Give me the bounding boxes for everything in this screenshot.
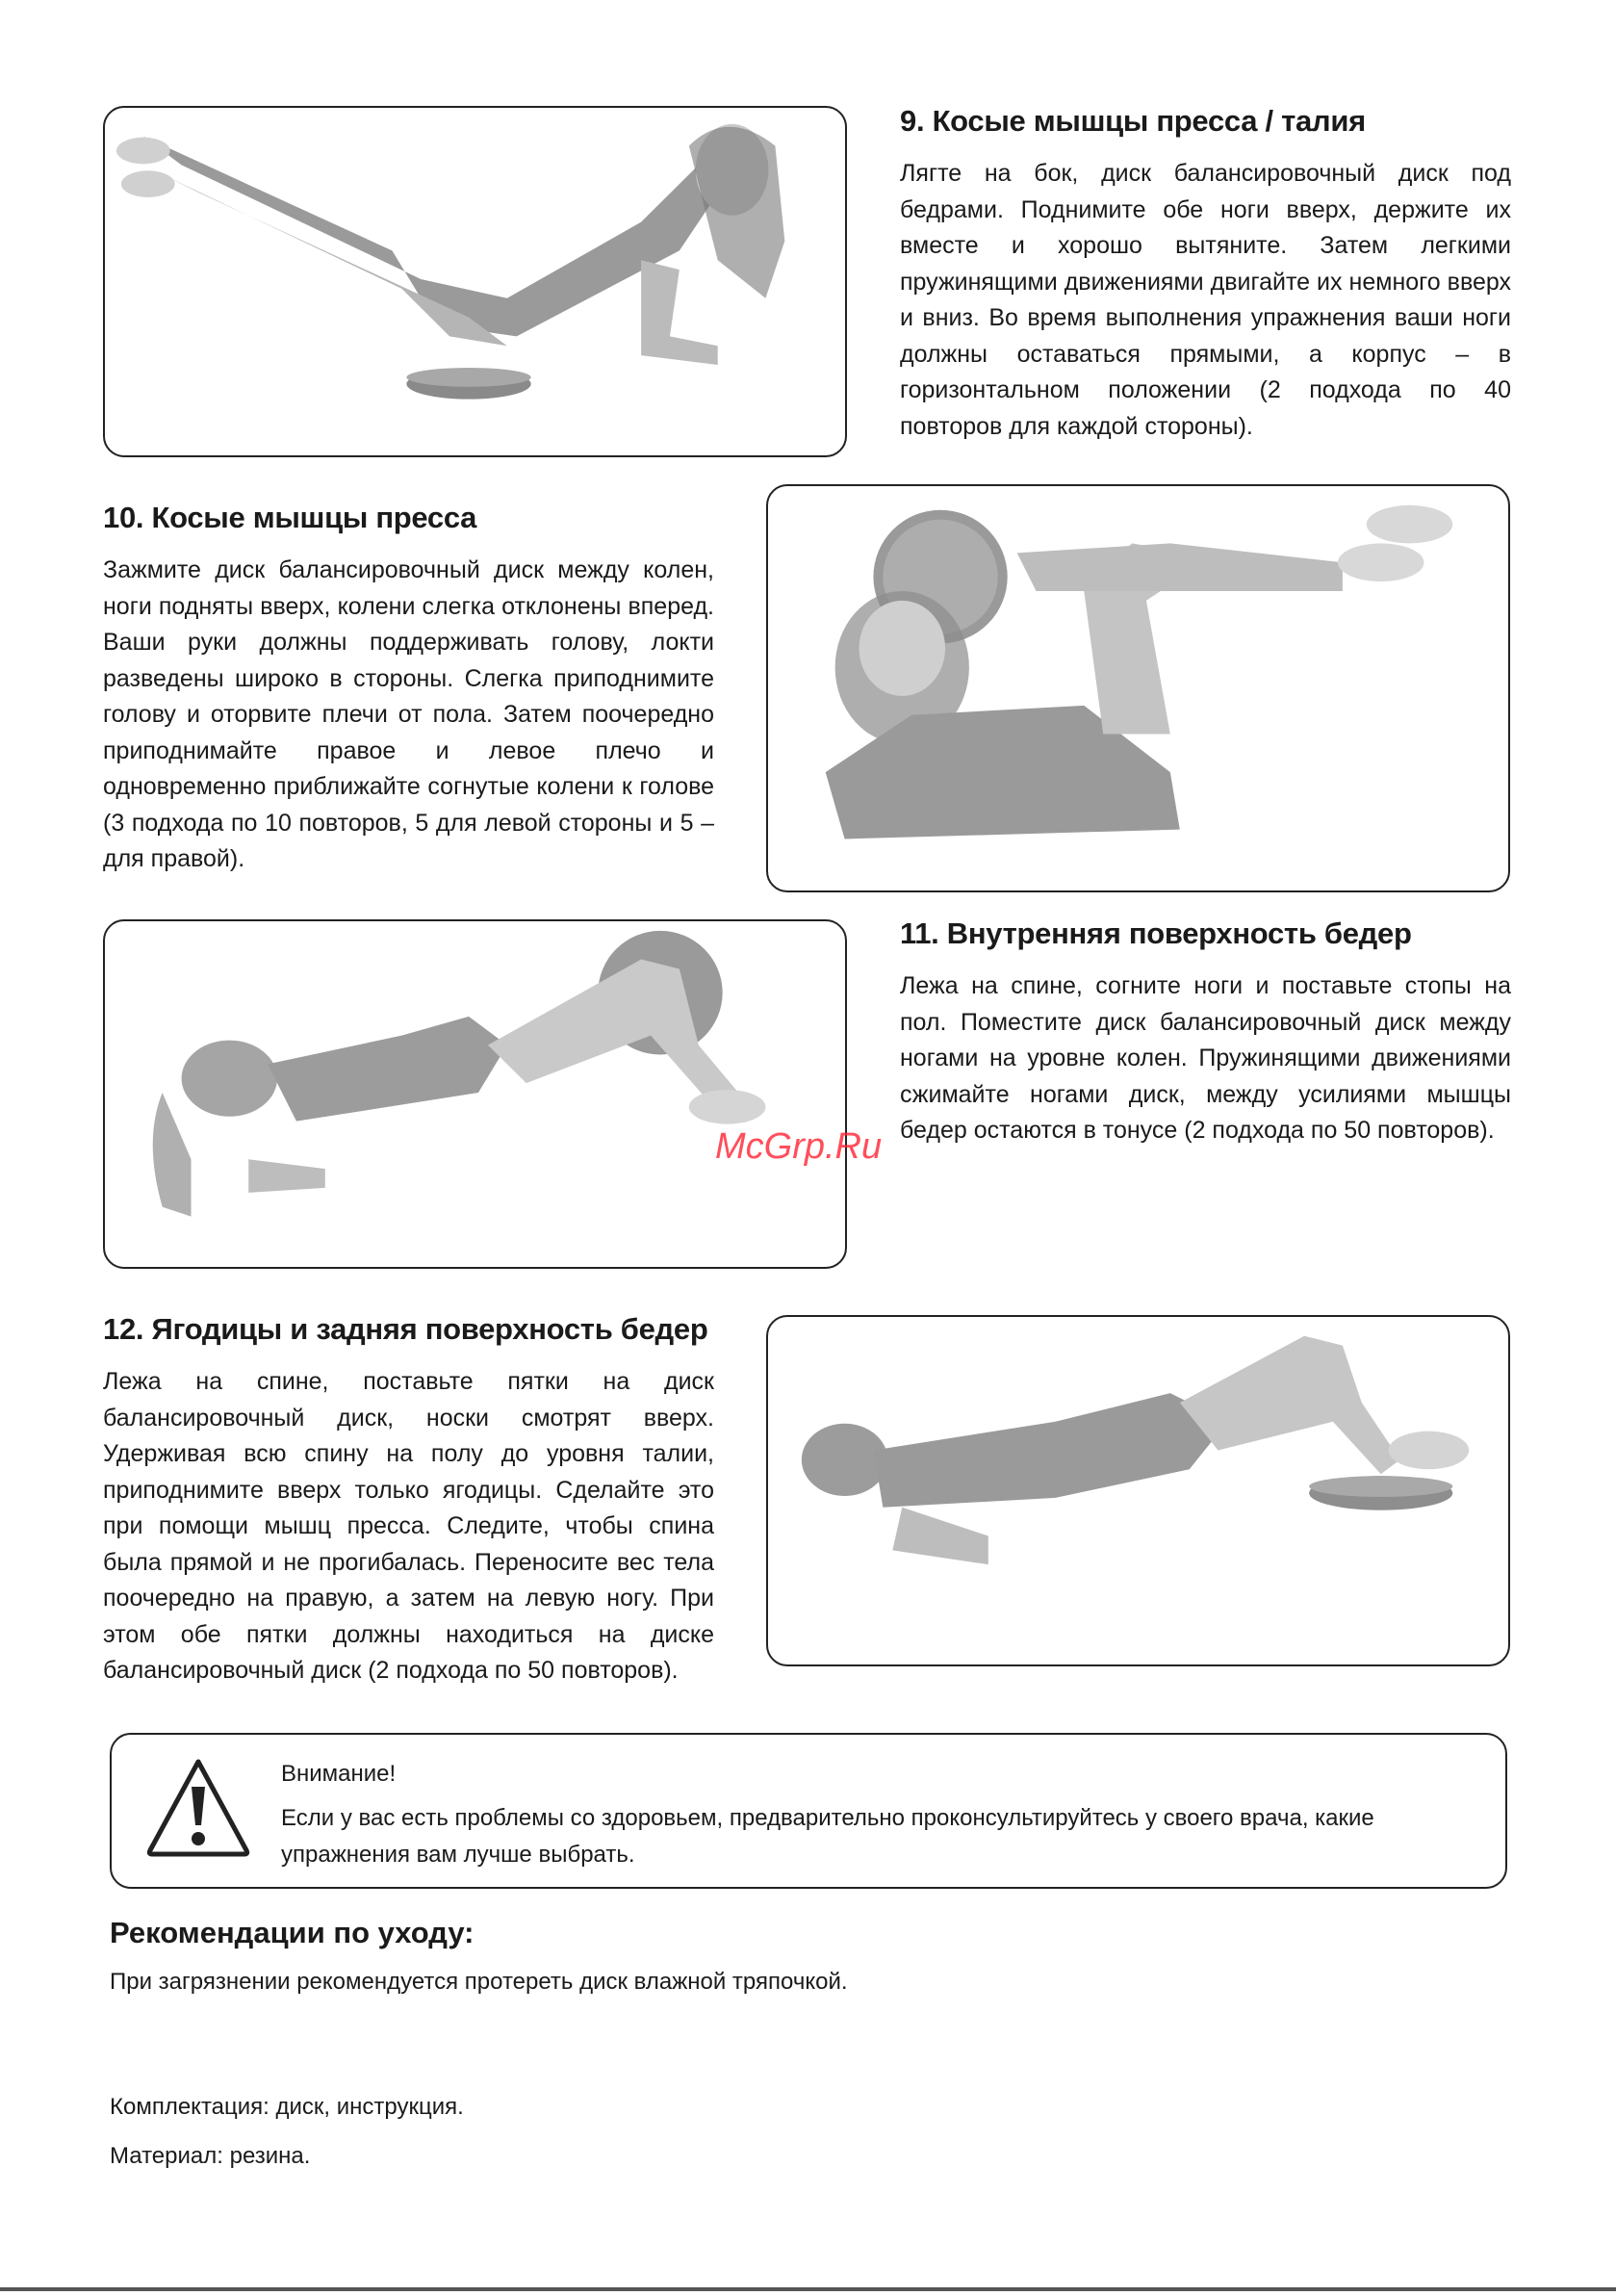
exercise-10-section: [103, 501, 714, 878]
exercise-11-text: Лежа на спине, согните ноги и поставьте стопы на пол. Поместите диск балансировочный диск между ногами на уровне колен. Пружинящими движениями сжимайте ногами диск, между усилиями мышцы бедер остаются в тонусе (2 подхода по 50 повторов).: [900, 972, 1511, 1144]
care-heading: Рекомендации по уходу:: [110, 1916, 475, 1949]
exercise-10-title: 10. Косые мышцы пресса: [103, 501, 477, 534]
exercise-9-section: [900, 104, 1511, 445]
warning-text: Если у вас есть проблемы со здоровьем, предварительно проконсультируйтесь у своего врача, какие упражнения вам лучше выбрать.: [281, 1805, 1374, 1868]
material-text: Материал: резина.: [110, 2143, 311, 2169]
exercise-10-photo: [766, 484, 1510, 892]
exercise-9-text: Лягте на бок, диск балансировочный диск под бедрами. Поднимите обе ноги вверх, держите их вместе и хорошо вытяните. Затем легкими пружинящими движениями двигайте их немного вверх и вниз. Во время выполнения упражнения ваши ноги должны оставаться прямыми, а корпус – в горизонтальном положении (2 подхода по 40 повторов для каждой стороны).: [900, 160, 1511, 440]
exercise-12-section: [103, 1312, 714, 1690]
exercise-10-text: Зажмите диск балансировочный диск между колен, ноги подняты вверх, колени слегка отклонены вперед. Ваши руки должны поддерживать голову, локти разведены широко в стороны. Слегка приподнимите голову и оторвите плечи от пола. Затем поочередно приподнимайте правое и левое плечо и одновременно приближайте согнутые колени к голове (3 подхода по 10 повторов, 5 для левой стороны и 5 – для правой).: [103, 556, 714, 872]
exercise-11-section: [900, 916, 1511, 1149]
exercise-9-photo: [103, 106, 847, 457]
kit-text: Комплектация: диск, инструкция.: [110, 2094, 464, 2120]
exercise-11-photo: [103, 919, 847, 1269]
exercise-12-photo: [766, 1315, 1510, 1666]
watermark: McGrp.Ru: [715, 1126, 883, 1167]
warning-box: [110, 1733, 1507, 1889]
warning-title: Внимание!: [281, 1761, 397, 1787]
exercise-11-title: 11. Внутренняя поверхность бедер: [900, 916, 1412, 950]
exercise-12-title: 12. Ягодицы и задняя поверхность бедер: [103, 1312, 708, 1346]
bottom-rule: [0, 2287, 1616, 2291]
exercise-9-title: 9. Косые мышцы пресса / талия: [900, 104, 1366, 138]
warning-icon: [144, 1756, 252, 1858]
exercise-12-text: Лежа на спине, поставьте пятки на диск балансировочный диск, носки смотрят вверх. Удерживая всю спину на полу до уровня талии, приподнимите вверх только ягодицы. Сделайте это при помощи мышц пресса. Следите, чтобы спина была прямой и не прогибалась. Переносите вес тела поочередно на правую, а затем на левую ногу. При этом обе пятки должны находиться на диске балансировочный диск (2 подхода по 50 повторов).: [103, 1368, 714, 1684]
care-text: При загрязнении рекомендуется протереть диск влажной тряпочкой.: [110, 1969, 848, 1995]
